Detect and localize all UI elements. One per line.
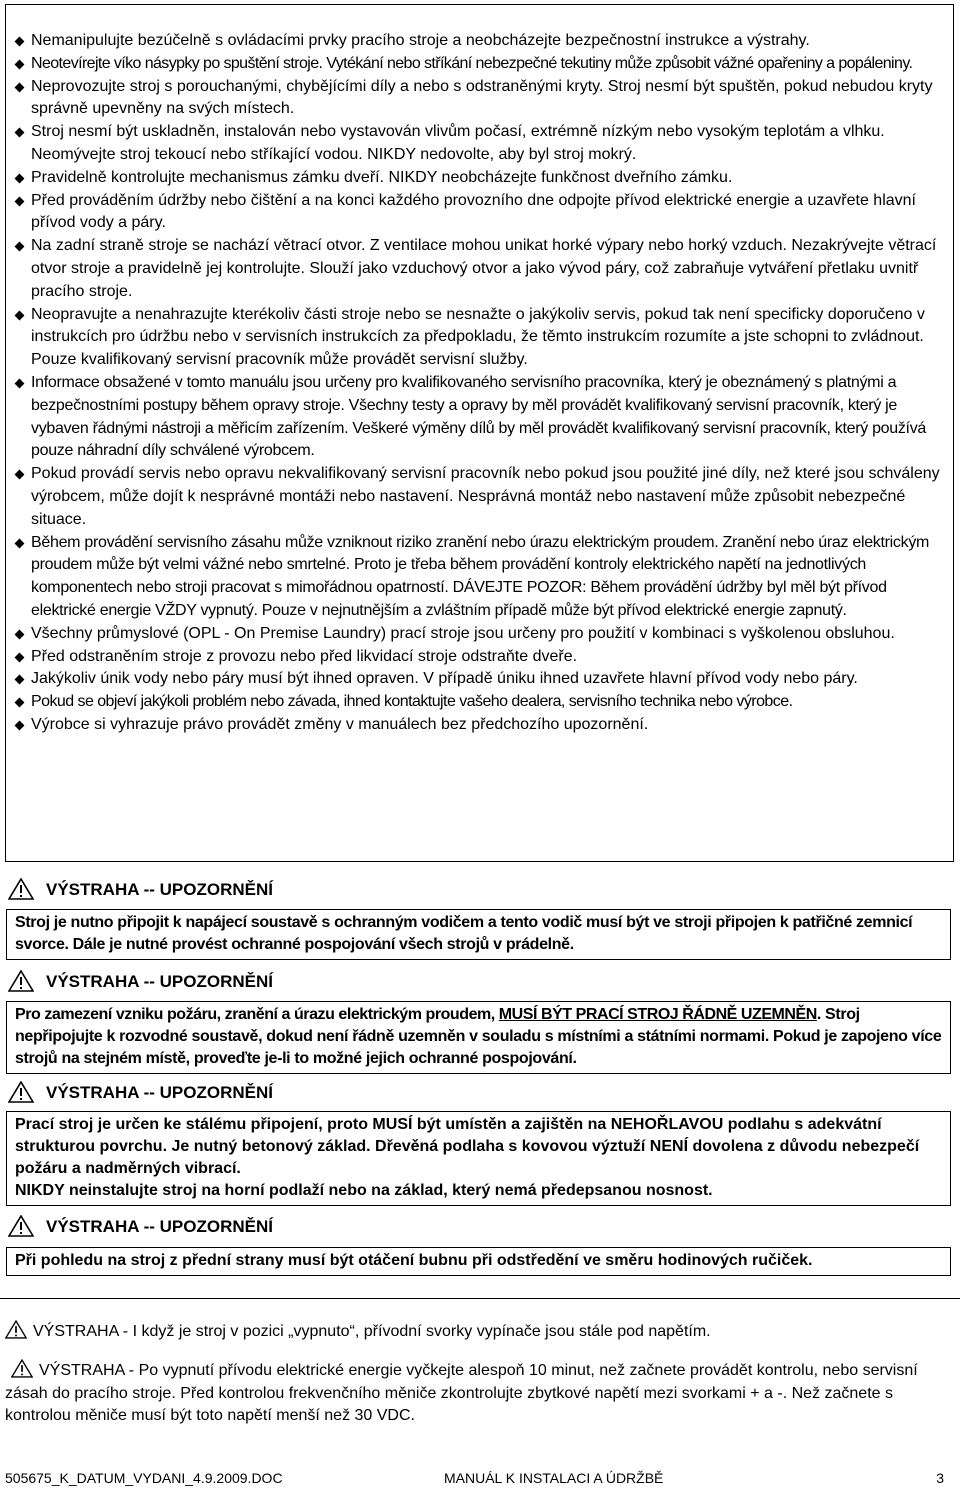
diamond-bullet-icon (15, 128, 25, 138)
inline-warning: VÝSTRAHA - Po vypnutí přívodu elektrické energie vyčkejte alespoň 10 minut, než začnete provádět kontrolu, nebo servisní zásah do pracího stroje. Před kontrolou frekvenčního měniče zkontrolujte zbytkové napětí mezi svorkami + a -. Než začnete s kontrolou měniče musí být toto napětí menší než 30 VDC. (5, 1359, 950, 1428)
safety-bullet-list (14, 30, 944, 737)
warning-triangle-icon (8, 1215, 34, 1237)
warning-box: Stroj je nutno připojit k napájecí soustavě s ochranným vodičem a tento vodič musí být ve stroji připojen k patřičné zemnicí svorce. Dále je nutné provést ochranné pospojování všech strojů v prádelně. (6, 909, 951, 960)
list-item: Před odstraněním stroje z provozu nebo před likvidací stroje odstraňte dveře. (14, 646, 944, 669)
list-item: Výrobce si vyhrazuje právo provádět změny v manuálech bez předchozího upozornění. (14, 714, 944, 737)
page-footer (5, 1468, 950, 1488)
warning-triangle-icon (8, 878, 34, 900)
diamond-bullet-icon (15, 37, 25, 47)
diamond-bullet-icon (15, 720, 25, 730)
warning-triangle-icon (11, 1359, 33, 1378)
diamond-bullet-icon (15, 173, 25, 183)
section-divider (0, 1298, 960, 1299)
list-item: Před prováděním údržby nebo čištění a na konci každého provozního dne odpojte přívod elektrické energie a uzavřete hlavní přívod vody a páry. (14, 190, 944, 236)
list-item: Neotevírejte víko násypky po spuštění stroje. Vytékání nebo stříkání nebezpečné tekutiny může způsobit vážné opařeniny a popáleniny. (14, 53, 944, 76)
diamond-bullet-icon (15, 675, 25, 685)
inline-warning: VÝSTRAHA - I když je stroj v pozici „vypnuto“, přívodní svorky vypínače jsou stále pod napětím. (5, 1320, 950, 1344)
diamond-bullet-icon (15, 538, 25, 548)
warning-box: Při pohledu na stroj z přední strany musí být otáčení bubnu při odstředění ve směru hodinových ručiček. (6, 1247, 951, 1276)
list-item: Pokud provádí servis nebo opravu nekvalifikovaný servisní pracovník nebo pokud jsou použité jiné díly, než které jsou schváleny výrobcem, může dojít k nesprávné montáži nebo nastavení. Nesprávná montáž nebo nastavení může způsobit nebezpečné situace. (14, 463, 944, 531)
list-item: Na zadní straně stroje se nachází větrací otvor. Z ventilace mohou unikat horké výpary nebo horký vzduch. Nezakrývejte větrací otvor stroje a pravidelně jej kontrolujte. Slouží jako vzduchový otvor a jako vývod páry, což zabraňuje vytváření přetlaku uvnitř pracího stroje. (14, 235, 944, 303)
list-item: Nemanipulujte bezúčelně s ovládacími prvky pracího stroje a neobcházejte bezpečnostní instrukce a výstrahy. (14, 30, 944, 53)
footer-filename: 505675_K_DATUM_VYDANI_4.9.2009.DOC (5, 1470, 283, 1486)
diamond-bullet-icon (15, 82, 25, 92)
list-item: Neopravujte a nenahrazujte kterékoliv části stroje nebo se nesnažte o jakýkoliv servis, pokud tak není specificky doporučeno v instrukcích pro údržbu nebo v servisních instrukcích za předpokladu, že těmto instrukcím rozumíte a jste schopni to zvládnout. Pouze kvalifikovaný servisní pracovník může provádět servisní služby. (14, 304, 944, 372)
diamond-bullet-icon (15, 196, 25, 206)
list-item: Stroj nesmí být uskladněn, instalován nebo vystavován vlivům počasí, extrémně nízkým nebo vysokým teplotám a vlhku. Neomývejte stroj tekoucí nebo stříkající vodou. NIKDY nedovolte, aby byl stroj mokrý. (14, 121, 944, 167)
warning-triangle-icon (5, 1320, 27, 1339)
warning-triangle-icon (8, 970, 34, 992)
list-item: Informace obsažené v tomto manuálu jsou určeny pro kvalifikovaného servisního pracovníka, který je obeznámený s platnými a bezpečnostními postupy během opravy stroje. Všechny testy a opravy by měl provádět kvalifikovaný servisní pracovník, který je vybaven řádnými nástroji a měřicím zařízením. Veškeré výměny dílů by měl provádět kvalifikovaný servisní pracovník, který používá pouze náhradní díly schválené výrobcem. (14, 372, 944, 463)
diamond-bullet-icon (15, 379, 25, 389)
footer-page-number: 3 (936, 1470, 944, 1486)
list-item: Jakýkoliv únik vody nebo páry musí být ihned opraven. V případě úniku ihned uzavřete hlavní přívod vody nebo páry. (14, 668, 944, 691)
diamond-bullet-icon (15, 629, 25, 639)
diamond-bullet-icon (15, 698, 25, 708)
warning-box: Pro zamezení vzniku požáru, zranění a úrazu elektrickým proudem, MUSÍ BÝT PRACÍ STROJ ŘÁDNĚ UZEMNĚN. Stroj nepřipojujte k rozvodné soustavě, dokud není řádně uzemněn v souladu s místními a státními normami. Pokud je zapojeno více strojů na stejném místě, proveďte je-li to možné jejich ochranné pospojování. (6, 1001, 951, 1074)
warning-triangle-icon (8, 1081, 34, 1103)
list-item: Pravidelně kontrolujte mechanismus zámku dveří. NIKDY neobcházejte funkčnost dveřního zámku. (14, 167, 944, 190)
diamond-bullet-icon (15, 470, 25, 480)
diamond-bullet-icon (15, 242, 25, 252)
diamond-bullet-icon (15, 310, 25, 320)
warning-box: Prací stroj je určen ke stálému připojení, proto MUSÍ být umístěn a zajištěn na NEHOŘLAVOU podlahu s adekvátní strukturou povrchu. Je nutný betonový základ. Dřevěná podlaha s kovovou výztuží NENÍ dovolena z důvodu nebezpečí požáru a nadměrných vibrací. NIKDY neinstalujte stroj na horní podlaží nebo na základ, který nemá předepsanou nosnost. (6, 1111, 951, 1206)
diamond-bullet-icon (15, 652, 25, 662)
diamond-bullet-icon (15, 59, 25, 69)
list-item: Všechny průmyslové (OPL - On Premise Laundry) prací stroje jsou určeny pro použití v kombinaci s vyškolenou obsluhou. (14, 623, 944, 646)
list-item: Pokud se objeví jakýkoli problém nebo závada, ihned kontaktujte vašeho dealera, servisního technika nebo výrobce. (14, 691, 944, 714)
footer-document-title: MANUÁL K INSTALACI A ÚDRŽBĚ (444, 1470, 664, 1486)
list-item: Během provádění servisního zásahu může vzniknout riziko zranění nebo úrazu elektrickým proudem. Zranění nebo úraz elektrickým proudem může být velmi vážné nebo smrtelné. Proto je třeba během provádění kontroly elektrického napětí na jednotlivých komponentech nebo stroji pracovat s mimořádnou opatrností. DÁVEJTE POZOR: Během provádění údržby byl měl být přívod elektrické energie VŽDY vypnutý. Pouze v nejnutnějším a zvláštním případě může být přívod elektrické energie zapnutý. (14, 532, 944, 623)
list-item: Neprovozujte stroj s porouchanými, chybějícími díly a nebo s odstraněnými kryty. Stroj nesmí být spuštěn, pokud nebudou kryty správně upevněny na svých místech. (14, 76, 944, 122)
